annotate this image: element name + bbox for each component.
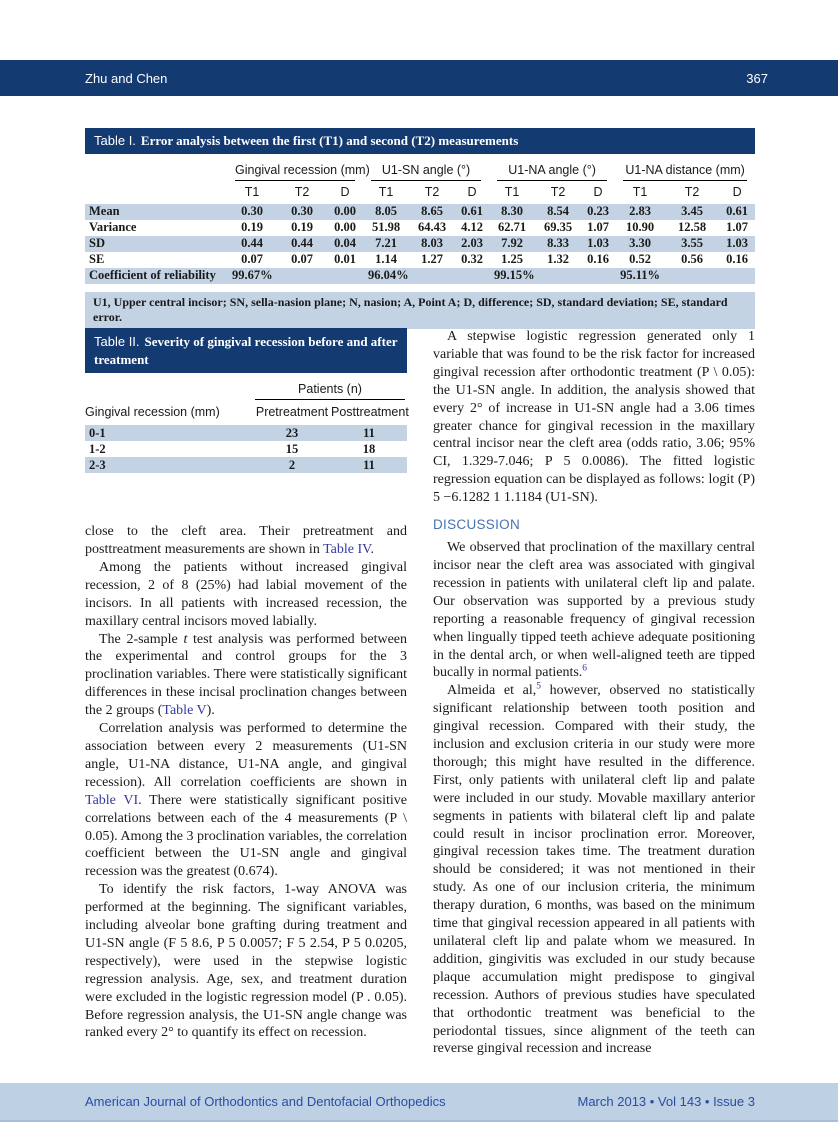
table-2-span-header-row [85,373,407,400]
table-cell: 0.07 [241,252,263,267]
table-cell: 1.03 [726,236,749,251]
column-header: T1 [504,184,520,199]
paragraph: We observed that proclination of the maxillary central incisor near the cleft area was associated with gingival recession in patients with unilateral cleft lip and palate. Our observation was supported by a previous study reporting a reasonable frequency of gingival recession when lingually tipped teeth achieve adequate positioning in the dental arch, or when well-aligned teeth are tipped bucally in normal patients.$^6$ [433,540,755,681]
column-header: T1 [244,184,260,199]
table-row [85,252,755,268]
left-column [85,328,407,1058]
paragraph: Correlation analysis was performed to determine the association between every 2 measurements (U1-SN angle, U1-NA distance, U1-NA angle, and gingival recession). All correlation coefficients are shown in Table VI. There were statistically significant positive correlations between each of the 4 measurements (P \ 0.05). Among the 3 proclination variables, the correlation coefficient between the U1-SN angle and gingival recession was the greatest (0.674). [85,721,407,880]
paragraph: close to the cleft area. Their pretreatment and posttreatment measurements are shown in Table IV. [85,524,407,557]
table-row-reliability [85,268,755,284]
table-cell: 8.03 [421,236,443,251]
column-header: D [340,184,350,199]
paragraph: To identify the risk factors, 1-way ANOVA was performed at the beginning. The significant variables, including alveolar bone grafting during treatment and U1-SN angle (F 5 8.6, P 5 0.0057; F 5 2.54, P 5 0.0205, respectively), were used in the stepwise logistic regression analysis. Age, sex, and treatment duration were excluded in the logistic regression model (P . 0.05). Before regression analysis, the U1-SN angle change was ranked every 2° to quantify its effect on recession. [85,882,407,1041]
column-header: D [467,184,477,199]
table-row [85,457,407,473]
row-label: Coefficient of reliability [89,268,216,283]
table-cell: 0.61 [726,204,749,219]
running-head-authors: Zhu and Chen [85,70,168,86]
empty-cell [85,154,227,181]
table-cell: 0.04 [334,236,356,251]
right-column [433,328,755,1058]
table-cell: 1.03 [587,236,609,251]
discussion-heading: DISCUSSION [433,517,521,533]
empty-cell [85,373,253,400]
table-cell: 51.98 [371,220,401,235]
paragraph: Among the patients without increased gingival recession, 2 of 8 (25%) had labial movement of the incisors. In all patients with increased recession, the maxillary central incisors moved labially. [85,559,407,629]
paragraph: The 2-sample t test analysis was performed between the experimental and control groups for the 3 proclination variables. There were statistically significant differences in these incisal proclination changes between the 2 groups (Table V). [85,631,407,719]
table-cell: 8.30 [501,204,523,219]
table-cell: 0.30 [291,204,313,219]
column-header: T2 [550,184,566,199]
table-cell: 3.55 [681,236,704,251]
table-cell: 95.11% [620,268,661,283]
table-cell: 2.03 [461,236,483,251]
running-header [0,60,838,96]
table-vi-link[interactable]: Table VI [85,792,139,808]
page-footer [0,1083,838,1122]
table-cell: 0.30 [241,204,263,219]
table-1-subheader-row [85,181,755,204]
column-header: D [593,184,603,199]
table-cell: 15 [285,441,299,456]
two-column-body [85,328,755,1058]
row-label: Mean [89,204,120,219]
table-2-grid [85,373,407,473]
table-cell: 1.14 [375,252,397,267]
table-cell: 8.33 [547,236,569,251]
column-header: Posttreatment [331,405,409,420]
row-label: Variance [89,220,137,235]
table-cell: 0.16 [726,252,749,267]
table-cell: 0.61 [461,204,483,219]
table-cell: 3.45 [681,204,704,219]
table-cell: 3.30 [629,236,652,251]
paragraph: Almeida et al,$^5$ however, observed no statistically significant relationship between tooth position and gingival recession. Compared with their study, the inclusion and exclusion criteria in our study were more thorough; this might have resulted in the difference. First, only patients with unilateral cleft lip and palate were included in our study. Movable maxillary anterior segments in patients with bilateral cleft lip and palate could result in incisor proclination error. Moreover, gingival recession takes time. The treatment duration should be considered; it was not mentioned in their study. As one of our inclusion criteria, the minimum therapy duration, 6 months, was based on the minimum time that gingival recession appeared in all patients with unilateral cleft lip and palate whom we measured. In addition, gingivitis was excluded in our study because plaque accumulation might predispose to gingival recession. Authors of previous studies have speculated that orthodontic treatment was beneficial to the periodontal tissues, since alignment of the teeth can reverse gingival recession and increase [433,681,755,1057]
table-cell: 1.25 [501,252,523,267]
table-1-label: Table I. [94,133,136,148]
page-number: 367 [746,70,768,86]
group-header: Gingival recession (mm) [227,154,363,181]
table-cell: 11 [363,425,375,440]
table-1-caption: Error analysis between the first (T1) and second (T2) measurements [140,133,519,148]
table-cell: 8.54 [547,204,569,219]
group-header: U1-NA angle (°) [489,154,615,181]
group-header: U1-SN angle (°) [363,154,489,181]
issue-info: March 2013 • Vol 143 • Issue 3 [577,1094,755,1109]
column-header: Gingival recession (mm) [85,405,220,420]
table-2-caption: Severity of gingival recession before and after treatment [94,334,398,367]
table-cell: 23 [285,425,299,440]
table-cell: 7.21 [375,236,397,251]
table-cell: 4.12 [461,220,483,235]
column-header: T2 [424,184,440,199]
table-cell: 0.56 [681,252,704,267]
table-row [85,441,407,457]
table-iv-link[interactable]: Table IV [323,542,371,557]
citation-ref-5[interactable]: 5 [536,681,541,692]
table-cell: 69.35 [543,220,573,235]
table-cell: 0.52 [629,252,652,267]
table-cell: 64.43 [417,220,447,235]
table-1-grid [85,154,755,284]
paragraph: A stepwise logistic regression generated only 1 variable that was found to be the risk factor for increased gingival recession after orthodontic treatment (P \ 0.05): the U1-SN angle. In addition, the analysis showed that every 2° of increase in U1-SN angle had a 3.06 times greater chance for gingival recession in the maxillary central incisor near the cleft area (odds ratio, 3.06; 95% CI, 1.329-7.046; P 5 0.0086). The fitted logistic regression equation can be displayed as follows: logit (P) 5 −6.1282 1 1.1184 (U1-SN). [433,329,755,506]
table-cell: 1.27 [421,252,443,267]
table-cell: 1.07 [587,220,609,235]
table-cell: 1.32 [547,252,569,267]
table-2-title [85,328,407,373]
table-cell: 8.65 [421,204,443,219]
table-cell: 11 [363,457,375,472]
table-cell: 0.32 [461,252,483,267]
column-header: T2 [294,184,310,199]
table-cell: 0.16 [587,252,609,267]
table-cell: 96.04% [368,268,409,283]
table-v-link[interactable]: Table V [162,703,207,719]
empty-cell [85,181,227,204]
table-cell: 2.83 [629,204,652,219]
table-1-footnote: U1, Upper central incisor; SN, sella-nasion plane; N, nasion; A, Point A; D, difference; SD, standard deviation; SE, standard error. [85,292,755,329]
table-cell: 8.05 [375,204,397,219]
table-cell: 0.07 [291,252,313,267]
table-cell: 0.01 [334,252,356,267]
table-2-header-row [85,400,407,425]
patients-group-header: Patients (n) [253,373,407,400]
citation-ref-6[interactable]: 6 [582,663,588,674]
journal-name: American Journal of Orthodontics and Dentofacial Orthopedics [85,1094,446,1109]
row-label: SE [89,252,105,267]
table-row [85,220,755,236]
table-cell: 0.44 [291,236,313,251]
group-header: U1-NA distance (mm) [615,154,755,181]
table-cell: 0.23 [587,204,609,219]
table-cell: 12.58 [678,220,707,235]
row-label: 1-2 [89,441,106,456]
table-row [85,236,755,252]
column-header: D [732,184,742,199]
column-header: T1 [632,184,648,199]
table-1-group-header-row [85,154,755,181]
table-cell: 0.19 [241,220,263,235]
table-row [85,425,407,441]
table-2-label: Table II. [94,334,140,349]
table-cell: 7.92 [501,236,523,251]
row-label: SD [89,236,105,251]
table-cell: 0.00 [334,204,356,219]
italic-t: t [183,631,188,647]
table-cell: 99.67% [232,268,273,283]
column-header: T1 [378,184,394,199]
table-cell: 1.07 [726,220,749,235]
row-label: 2-3 [89,457,106,472]
column-header: Pretreatment [255,405,329,420]
table-cell: 0.19 [291,220,313,235]
table-cell: 0.00 [334,220,356,235]
table-row [85,204,755,220]
table-cell: 99.15% [494,268,535,283]
table-cell: 18 [362,441,376,456]
table-cell: 62.71 [497,220,527,235]
table-cell: 0.44 [241,236,263,251]
table-1 [85,128,755,329]
table-1-title [85,128,755,154]
row-label: 0-1 [89,425,106,440]
column-header: T2 [684,184,700,199]
table-2 [85,328,407,473]
table-cell: 2 [288,457,296,472]
table-cell: 10.90 [626,220,655,235]
